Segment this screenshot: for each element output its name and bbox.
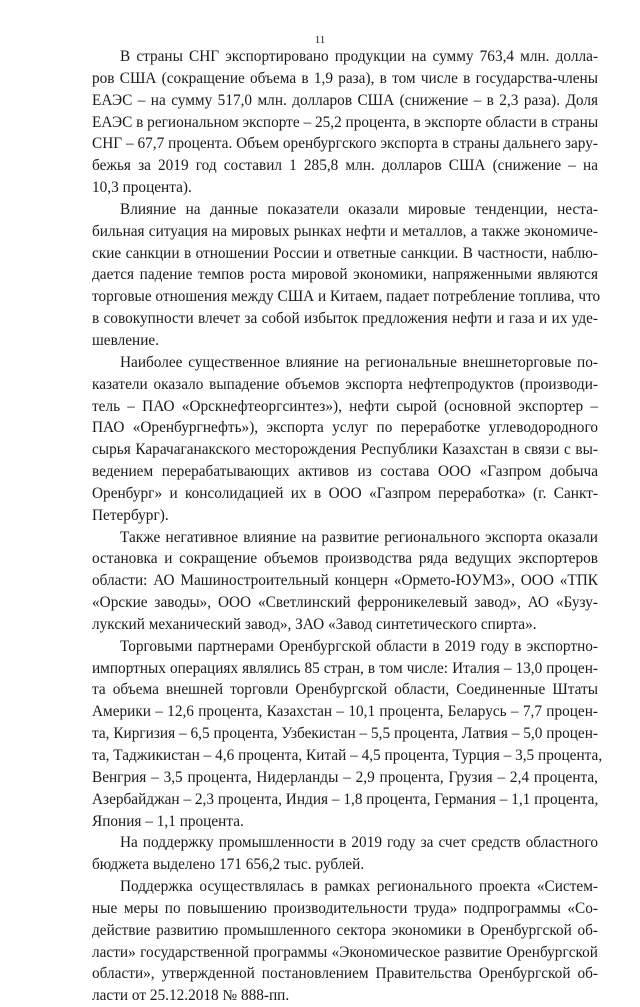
- paragraph: [92, 199, 601, 352]
- text-line: та, Таджикистан – 4,6 процента, Китай – 4,5 процента, Турция – 3,5 процента,: [92, 747, 603, 764]
- text-line: ЕАЭС в региональном экспорте – 25,2 процента, в экспорте области в страны: [92, 113, 599, 131]
- text-line: Венгрия – 3,5 процента, Нидерланды – 2,9 процента, Грузия – 2,4 процента,: [92, 768, 598, 786]
- paragraph: [92, 636, 603, 833]
- text-line: В страны СНГ экспортировано продукции на сумму 763,4 млн. долла-: [120, 48, 598, 65]
- paragraph: [92, 876, 598, 1007]
- text-line: ведением перерабатывающих активов из состава ООО «Газпром добыча: [92, 463, 598, 481]
- text-line: казатели оказало выпадение объемов экспорта нефтепродуктов (производи-: [92, 375, 598, 393]
- text-line: шевление.: [92, 331, 159, 349]
- text-line: Япония – 1,1 процента.: [92, 812, 244, 830]
- text-line: бежья за 2019 год составил 1 285,8 млн. долларов США (снижение – на: [92, 157, 598, 175]
- text-line: СНГ – 67,7 процента. Объем оренбургского экспорта в страны дальнего зару-: [92, 135, 598, 153]
- text-line: Америки – 12,6 процента, Казахстан – 10,1 процента, Беларусь – 7,7 процен-: [92, 703, 598, 721]
- text-line: Поддержка осуществлялась в рамках регионального проекта «Систем-: [120, 878, 598, 896]
- text-line: лукский механический завод», ЗАО «Завод синтетического спирта».: [92, 615, 537, 633]
- paragraph: [92, 46, 598, 199]
- text-line: области: АО Машиностроительный концерн «Ормето-ЮУМЗ», ООО «ТПК: [92, 572, 598, 590]
- text-line: та объема внешней торговли Оренбургской области, Соединенные Штаты: [92, 681, 598, 699]
- page-number: 11: [314, 34, 326, 46]
- text-line: «Орские заводы», ООО «Светлинский ферроникелевый завод», АО «Бузу-: [92, 594, 598, 612]
- text-line: сырья Карачаганакского месторождения Республики Казахстан в связи с вы-: [92, 441, 598, 459]
- text-line: бюджета выделено 171 656,2 тыс. рублей.: [92, 856, 365, 874]
- text-line: дается падение темпов роста мировой экономики, напряженными являются: [92, 266, 598, 284]
- text-line: остановка и сокращение объемов производства ряда ведущих экспортеров: [92, 550, 598, 568]
- text-line: Азербайджан – 2,3 процента, Индия – 1,8 процента, Германия – 1,1 процента,: [92, 790, 599, 808]
- text-line: 10,3 процента).: [92, 179, 192, 197]
- text-line: ров США (сокращение объема в 1,9 раза), в том числе в государства-члены: [92, 69, 598, 87]
- text-line: Торговыми партнерами Оренбургской области в 2019 году в экспортно-: [120, 637, 598, 655]
- text-line: ЕАЭС – на сумму 517,0 млн. долларов США (снижение – в 2,3 раза). Доля: [92, 91, 598, 109]
- text-line: бильная ситуация на мировых рынках нефти и металлов, а также экономиче-: [92, 222, 598, 240]
- paragraph: [92, 352, 598, 527]
- document-body: [92, 46, 603, 1007]
- text-line: Влияние на данные показатели оказали мировые тенденции, неста-: [120, 200, 598, 218]
- text-line: На поддержку промышленности в 2019 году за счет средств областного: [120, 834, 598, 852]
- text-line: ные меры по повышению производительности труда» подпрограммы «Со-: [92, 899, 598, 917]
- text-line: Также негативное влияние на развитие регионального экспорта оказали: [120, 528, 598, 546]
- text-line: ласти» государственной программы «Экономическое развитие Оренбургской: [92, 943, 598, 961]
- text-line: ские санкции в отношении России и ответные санкции. В частности, наблю-: [92, 244, 598, 262]
- text-line: действие развитию промышленного сектора экономики в Оренбургской об-: [92, 921, 598, 939]
- text-line: та, Киргизия – 6,5 процента, Узбекистан – 5,5 процента, Латвия – 5,0 процен-: [92, 725, 598, 743]
- text-line: Петербург).: [92, 506, 169, 524]
- text-line: Оренбург» и консолидацией их в ООО «Газпром переработка» (г. Санкт-: [92, 484, 598, 502]
- text-line: области», утвержденной постановлением Правительства Оренбургской об-: [92, 965, 598, 983]
- text-line: ПАО «Оренбургнефть»), экспорта услуг по переработке углеводородного: [92, 419, 598, 437]
- text-line: в совокупности влечет за собой избыток предложения нефти и газа и их уде-: [92, 310, 598, 328]
- text-line: тель – ПАО «Орскнефтеоргсинтез»), нефти сырой (основной экспортер –: [92, 397, 598, 415]
- text-line: ласти от 25.12.2018 № 888-пп.: [92, 987, 290, 1005]
- text-line: импортных операциях являлись 85 стран, в том числе: Италия – 13,0 процен-: [92, 659, 598, 677]
- text-line: торговые отношения между США и Китаем, падает потребление топлива, что: [92, 288, 601, 306]
- paragraph: [92, 832, 598, 876]
- paragraph: [92, 527, 598, 636]
- text-line: Наиболее существенное влияние на региональные внешнеторговые по-: [120, 353, 598, 371]
